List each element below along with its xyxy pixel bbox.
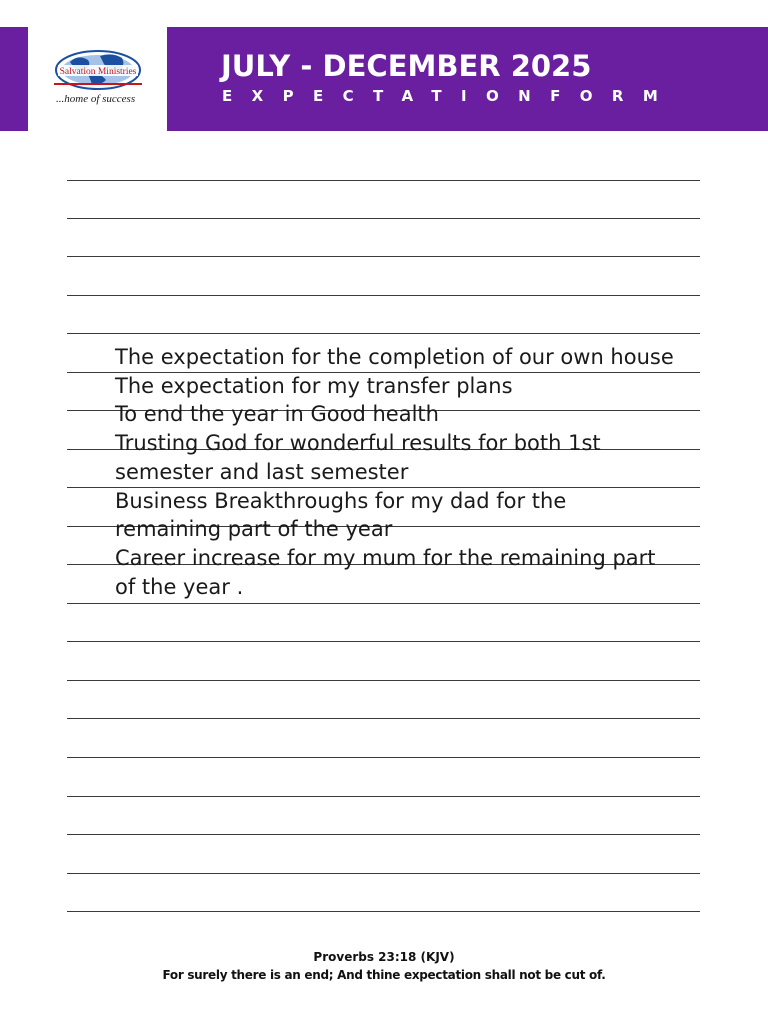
footer-scripture: [0, 948, 768, 984]
rule-line: [67, 873, 700, 874]
scripture-reference: Proverbs 23:18 (KJV): [313, 950, 455, 964]
expectation-entry: Career increase for my mum for the remaining part of the year .: [115, 545, 656, 599]
expectation-entry: The expectation for the completion of our own house: [115, 345, 674, 369]
expectation-entry: The expectation for my transfer plans: [115, 373, 513, 398]
rule-line: [67, 757, 700, 758]
salvation-ministries-logo: [48, 44, 148, 114]
page-title: JULY - DECEMBER 2025: [221, 49, 592, 83]
logo-name: Salvation Ministries: [59, 67, 137, 77]
rule-line: [67, 218, 700, 219]
expectation-entries: [115, 343, 675, 601]
expectation-entry: Business Breakthroughs for my dad for the remaining part of the year: [115, 488, 567, 542]
left-accent-strip: [0, 27, 28, 131]
rule-line: [67, 603, 700, 604]
rule-line: [67, 333, 700, 334]
rule-line: [67, 834, 700, 835]
rule-line: [67, 295, 700, 296]
expectation-entry: Trusting God for wonderful results for both 1st semester and last semester: [115, 431, 601, 484]
page-subtitle: EXPECTATIONFORM: [222, 87, 678, 105]
rule-line: [67, 796, 700, 797]
scripture-verse: For surely there is an end; And thine expectation shall not be cut of.: [162, 968, 606, 982]
rule-line: [67, 641, 700, 642]
rule-line: [67, 680, 700, 681]
header-banner: [167, 27, 768, 131]
logo-tagline: ...home of success: [56, 93, 136, 105]
expectation-entry: To end the year in Good health: [115, 402, 439, 427]
rule-line: [67, 180, 700, 181]
rule-line: [67, 911, 700, 912]
rule-line: [67, 256, 700, 257]
rule-line: [67, 718, 700, 719]
